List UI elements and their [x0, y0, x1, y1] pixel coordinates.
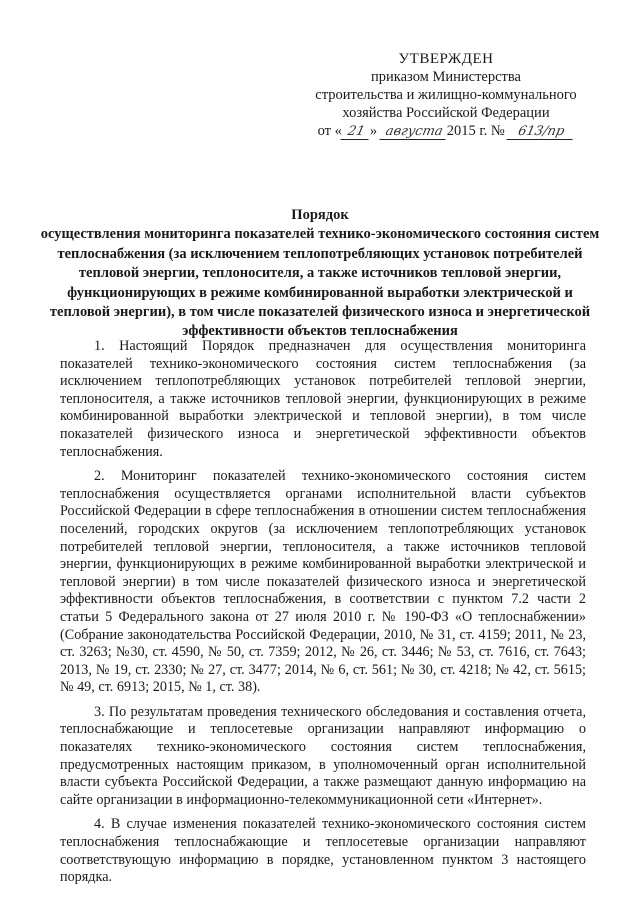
handwritten-order-number: 613/пр	[507, 125, 576, 140]
approval-line-federation: хозяйства Российской Федерации	[342, 105, 550, 121]
paragraph-4: 4. В случае изменения показателей технико-экономического состояния систем теплоснабжения теплоснабжающие и теплосетевые организации направляют соответствующую информацию в порядке, установленном пунктом 3 настоящего порядка.	[60, 816, 586, 886]
approval-date-line	[296, 122, 596, 140]
document-title-block	[40, 206, 600, 342]
approval-stamp-block	[296, 50, 596, 140]
document-body	[60, 338, 586, 894]
year-and-number-label: 2015 г. №	[446, 123, 505, 139]
approved-heading: УТВЕРЖДЕН	[398, 51, 494, 67]
paragraph-1: 1. Настоящий Порядок предназначен для осуществления мониторинга показателей технико-экономического состояния систем теплоснабжения (за исключением теплопотребляющих установок потребителей тепловой энергии, теплоносителя, а также источников тепловой энергии, функционирующих в режиме комбинированной выработки электрической и тепловой энергии), в том числе показателей физического износа и энергетической эффективности объектов теплоснабжения.	[60, 338, 586, 460]
handwritten-day: 21	[340, 125, 371, 140]
approval-line-construction: строительства и жилищно-коммунального	[315, 87, 577, 103]
document-subtitle: осуществления мониторинга показателей технико-экономического состояния систем теплоснабжения (за исключением теплопотребляющих установок потребителей тепловой энергии, теплоносителя, а также источников тепловой энергии, функционирующих в режиме комбинированной выработки электрической и тепловой энергии), в том числе показателей физического износа и энергетической эффективности объектов теплоснабжения	[40, 226, 600, 340]
handwritten-month: августа	[379, 125, 448, 140]
paragraph-2: 2. Мониторинг показателей технико-экономического состояния систем теплоснабжения осуществляется органами исполнительной власти субъектов Российской Федерации в сфере теплоснабжения в отношении систем теплоснабжения поселений, городских округов (за исключением теплопотребляющих установок потребителей тепловой энергии, теплоносителя, а также источников тепловой энергии, функционирующих в режиме комбинированной выработки электрической и тепловой энергии) в том числе показателей физического износа и энергетической эффективности объектов теплоснабжения, в соответствии с пунктом 7.2 части 2 статьи 5 Федерального закона от 27 июля 2010 г. № 190-ФЗ «О теплоснабжении» (Собрание законодательства Российской Федерации, 2010, № 31, ст. 4159; 2011, № 23, ст. 3263; №30, ст. 4590, № 50, ст. 7359; 2012, № 26, ст. 3446; № 53, ст. 7616, ст. 7643; 2013, № 19, ст. 2330; № 27, ст. 3477; 2014, № 6, ст. 561; № 30, ст. 4218; № 42, ст. 5615; № 49, ст. 6913; 2015, № 1, ст. 38).	[60, 468, 586, 696]
date-close-quote: »	[369, 123, 378, 139]
date-prefix: от «	[317, 123, 342, 139]
document-title: Порядок	[291, 207, 349, 223]
paragraph-3: 3. По результатам проведения технического обследования и составления отчета, теплоснабжающие и теплосетевые организации направляют информацию о показателях технико-экономического состояния систем теплоснабжения, предусмотренных настоящим приказом, в уполномоченный орган исполнительной власти субъекта Российской Федерации, а также размещают данную информацию на сайте организации в информационно-телекоммуникационной сети «Интернет».	[60, 703, 586, 808]
approval-line-ministry: приказом Министерства	[371, 69, 521, 85]
